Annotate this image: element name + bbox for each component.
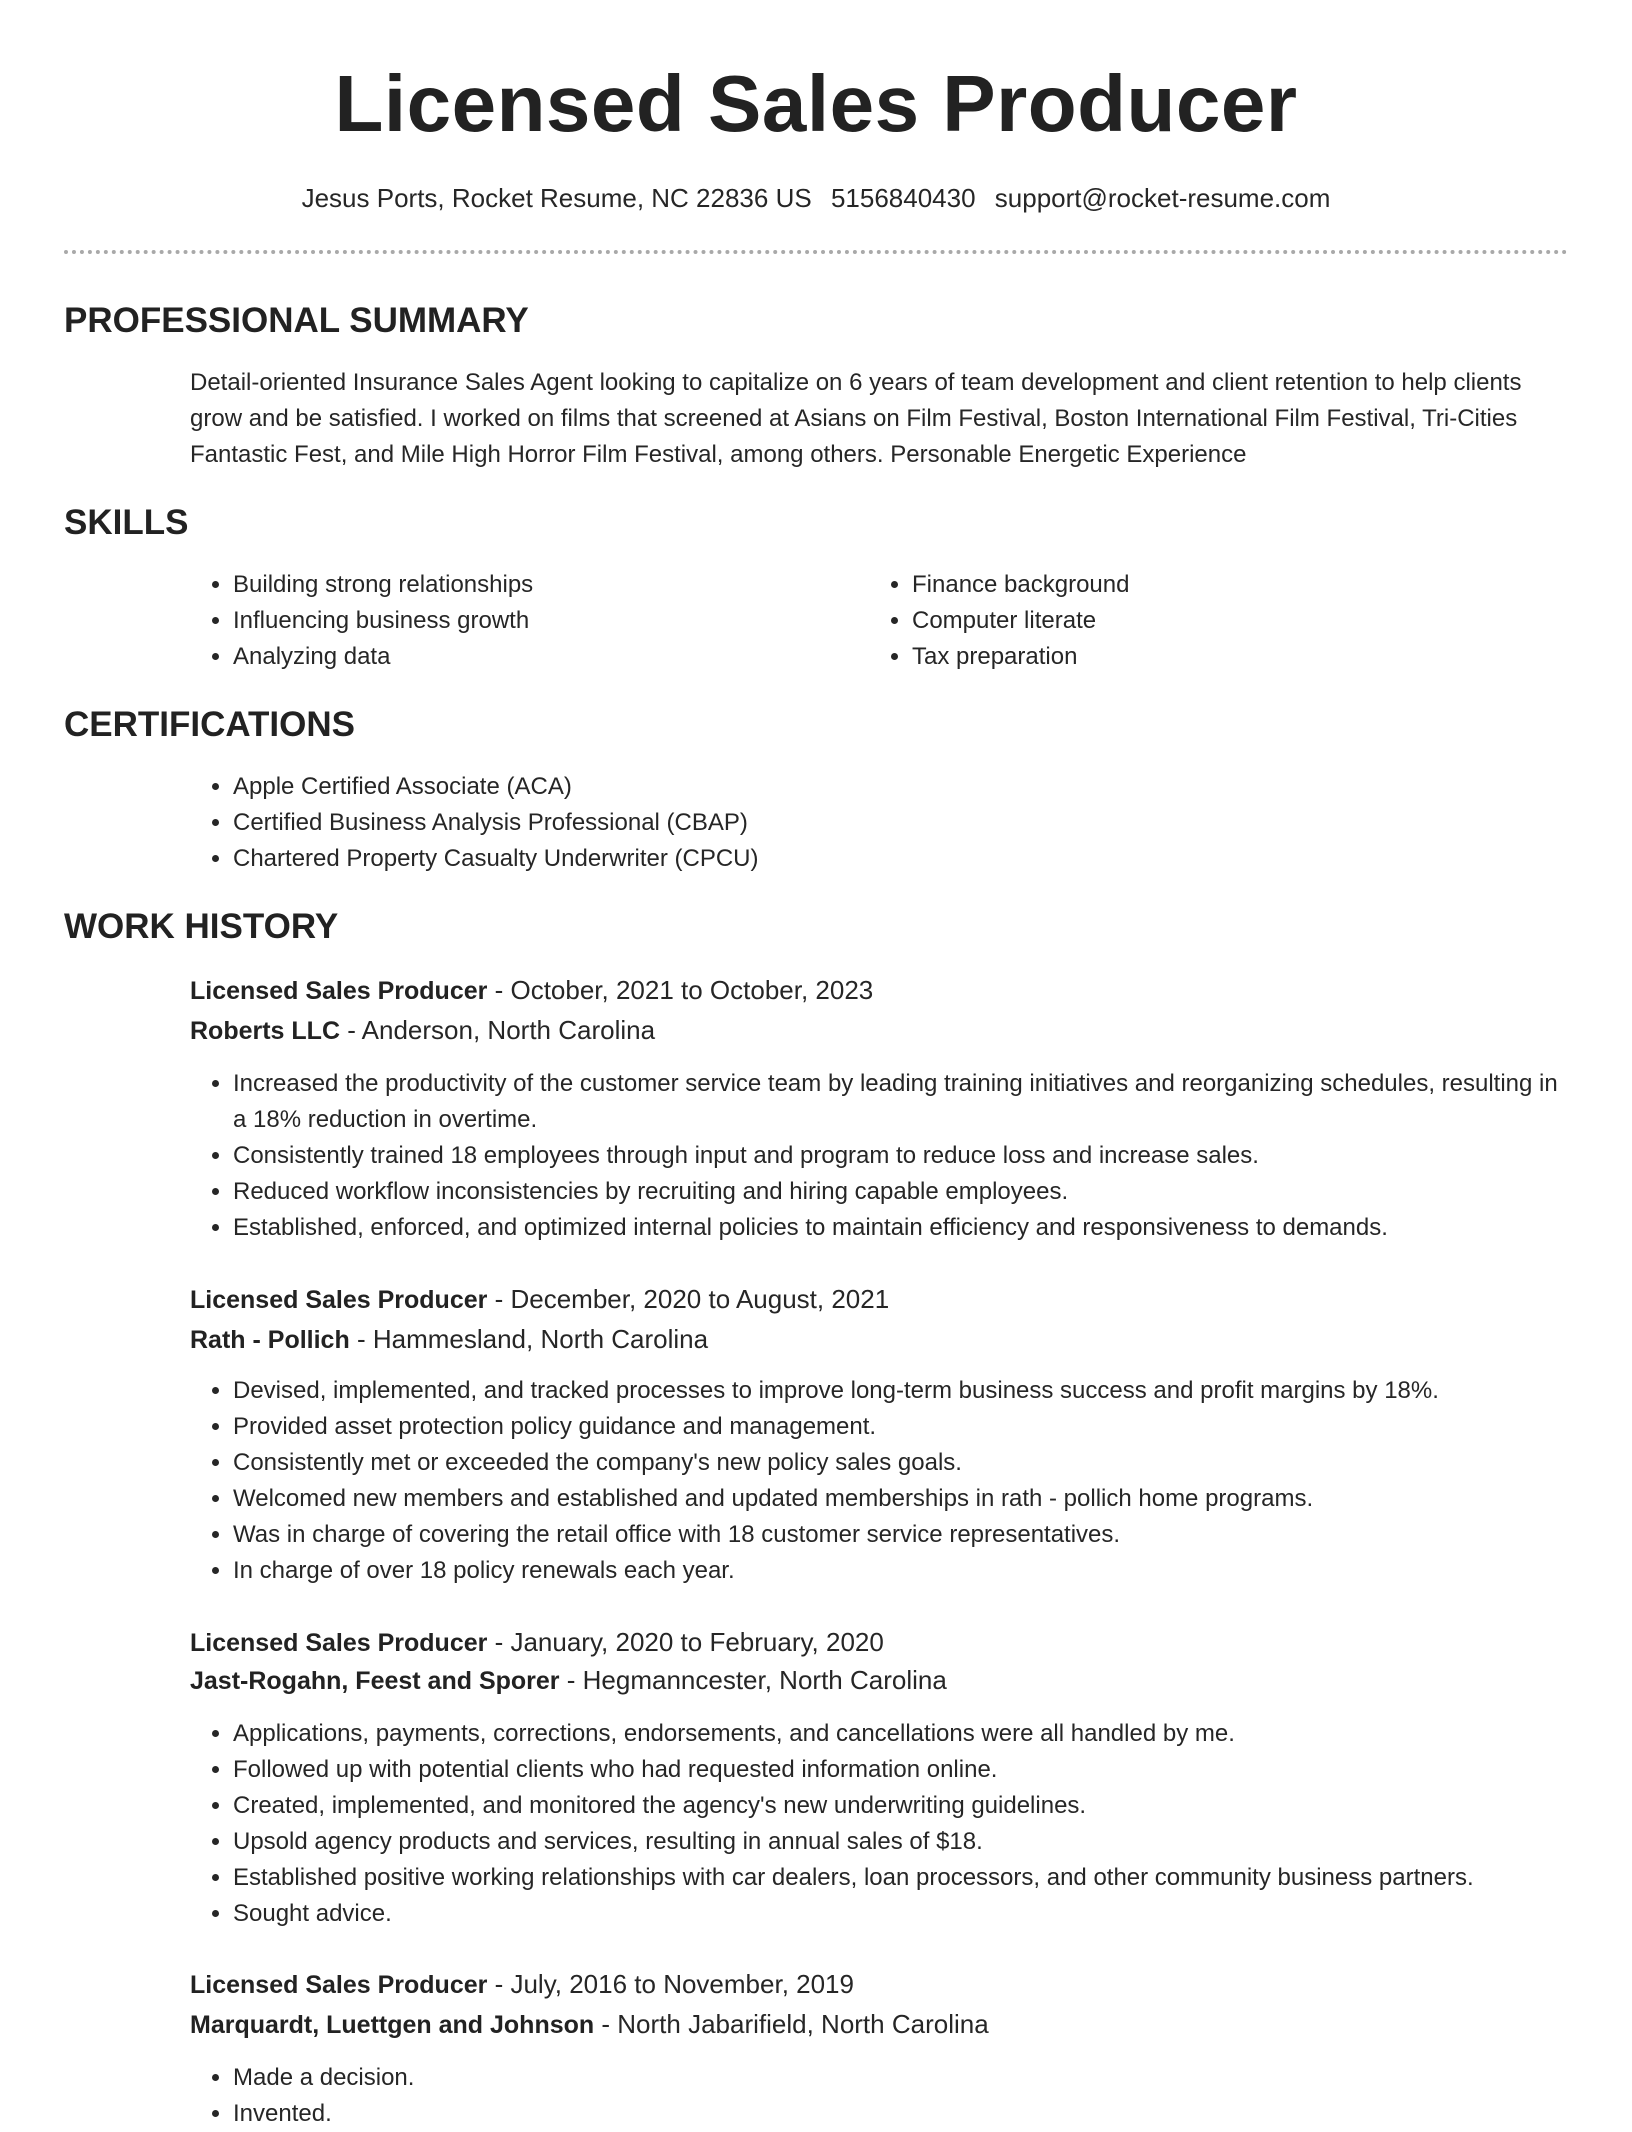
- job-location: - Anderson, North Carolina: [340, 1015, 656, 1045]
- list-item: • Increased the productivity of the customer service team by leading training initiatives and reorganizing schedules, resulting in a 18% reduction in overtime.: [233, 1066, 1573, 1138]
- list-item: • Welcomed new members and established and updated memberships in rath - pollich home programs.: [233, 1481, 1573, 1517]
- job-title-line: [190, 1281, 889, 1318]
- job-bullets: [190, 2060, 1573, 2132]
- list-item: • In charge of over 18 policy renewals each year.: [233, 1553, 1573, 1589]
- job-bullets: [190, 1373, 1573, 1589]
- list-item: • Devised, implemented, and tracked processes to improve long-term business success and profit margins by 18%.: [233, 1373, 1573, 1409]
- job-company-line: [190, 1662, 947, 1699]
- list-item: • Established positive working relationships with car dealers, loan processors, and other community business partners.: [233, 1860, 1573, 1896]
- skills-heading: SKILLS: [64, 503, 189, 542]
- list-item: • Applications, payments, corrections, endorsements, and cancellations were all handled by me.: [233, 1716, 1573, 1752]
- contact-address: Jesus Ports, Rocket Resume, NC 22836 US: [301, 183, 812, 213]
- job-company-line: [190, 2006, 989, 2043]
- list-item: • Upsold agency products and services, resulting in annual sales of $18.: [233, 1824, 1573, 1860]
- job-title: Licensed Sales Producer: [190, 977, 488, 1005]
- certifications-heading: CERTIFICATIONS: [64, 705, 356, 744]
- list-item: • Building strong relationships: [233, 567, 853, 603]
- list-item: • Computer literate: [912, 603, 1532, 639]
- job-location: - Hammesland, North Carolina: [349, 1324, 709, 1354]
- list-item: • Reduced workflow inconsistencies by recruiting and hiring capable employees.: [233, 1174, 1573, 1210]
- list-item: • Certified Business Analysis Professional (CBAP): [233, 805, 1533, 841]
- list-item: • Chartered Property Casualty Underwriter (CPCU): [233, 841, 1533, 877]
- list-item: • Analyzing data: [233, 639, 853, 675]
- summary-text: Detail-oriented Insurance Sales Agent looking to capitalize on 6 years of team development and client retention to help clients grow and be satisfied. I worked on films that screened at Asians on Film Festival, Boston International Film Festival, Tri-Cities Fantastic Fest, and Mile High Horror Film Festival, among others. Personable Energetic Experience: [190, 369, 1522, 468]
- job-dates: - October, 2021 to October, 2023: [487, 975, 874, 1005]
- list-item: • Finance background: [912, 567, 1532, 603]
- job-company: Roberts LLC: [190, 1017, 340, 1045]
- list-item: • Sought advice.: [233, 1896, 1573, 1932]
- job-company-line: [190, 1012, 655, 1049]
- list-item: • Apple Certified Associate (ACA): [233, 769, 1533, 805]
- list-item: • Tax preparation: [912, 639, 1532, 675]
- list-item: • Established, enforced, and optimized internal policies to maintain efficiency and responsiveness to demands.: [233, 1210, 1573, 1246]
- list-item: • Influencing business growth: [233, 603, 853, 639]
- contact-email: support@rocket-resume.com: [994, 183, 1331, 213]
- job-company: Jast-Rogahn, Feest and Sporer: [190, 1667, 560, 1695]
- skills-list-right: [869, 567, 1532, 675]
- contact-phone: 5156840430: [830, 183, 976, 213]
- job-bullets: [190, 1716, 1573, 1932]
- list-item: • Made a decision.: [233, 2060, 1573, 2096]
- list-item: • Provided asset protection policy guidance and management.: [233, 1409, 1573, 1445]
- list-item: • Created, implemented, and monitored the agency's new underwriting guidelines.: [233, 1788, 1573, 1824]
- contact-line: [0, 182, 1632, 214]
- job-company: Marquardt, Luettgen and Johnson: [190, 2011, 595, 2039]
- job-title: Licensed Sales Producer: [190, 1286, 488, 1314]
- work-history-heading: WORK HISTORY: [64, 907, 339, 946]
- job-title: Licensed Sales Producer: [190, 1971, 488, 1999]
- job-title: Licensed Sales Producer: [190, 1629, 488, 1657]
- job-location: - North Jabarifield, North Carolina: [594, 2009, 989, 2039]
- list-item: • Consistently trained 18 employees through input and program to reduce loss and increase sales.: [233, 1138, 1573, 1174]
- header-divider: [64, 250, 1568, 254]
- job-title-line: [190, 972, 873, 1009]
- job-company: Rath - Pollich: [190, 1326, 350, 1354]
- resume-title: Licensed Sales Producer: [334, 59, 1298, 148]
- job-dates: - July, 2016 to November, 2019: [487, 1969, 854, 1999]
- skills-list-left: [190, 567, 853, 675]
- summary-heading: PROFESSIONAL SUMMARY: [64, 301, 529, 340]
- list-item: • Invented.: [233, 2096, 1573, 2132]
- job-dates: - January, 2020 to February, 2020: [487, 1627, 884, 1657]
- list-item: • Was in charge of covering the retail office with 18 customer service representatives.: [233, 1517, 1573, 1553]
- job-bullets: [190, 1066, 1573, 1246]
- job-company-line: [190, 1321, 708, 1358]
- list-item: • Followed up with potential clients who had requested information online.: [233, 1752, 1573, 1788]
- job-title-line: [190, 1966, 854, 2003]
- certifications-list: [190, 769, 1533, 877]
- job-title-line: [190, 1624, 884, 1661]
- job-dates: - December, 2020 to August, 2021: [487, 1284, 890, 1314]
- list-item: • Consistently met or exceeded the company's new policy sales goals.: [233, 1445, 1573, 1481]
- job-location: - Hegmanncester, North Carolina: [559, 1665, 947, 1695]
